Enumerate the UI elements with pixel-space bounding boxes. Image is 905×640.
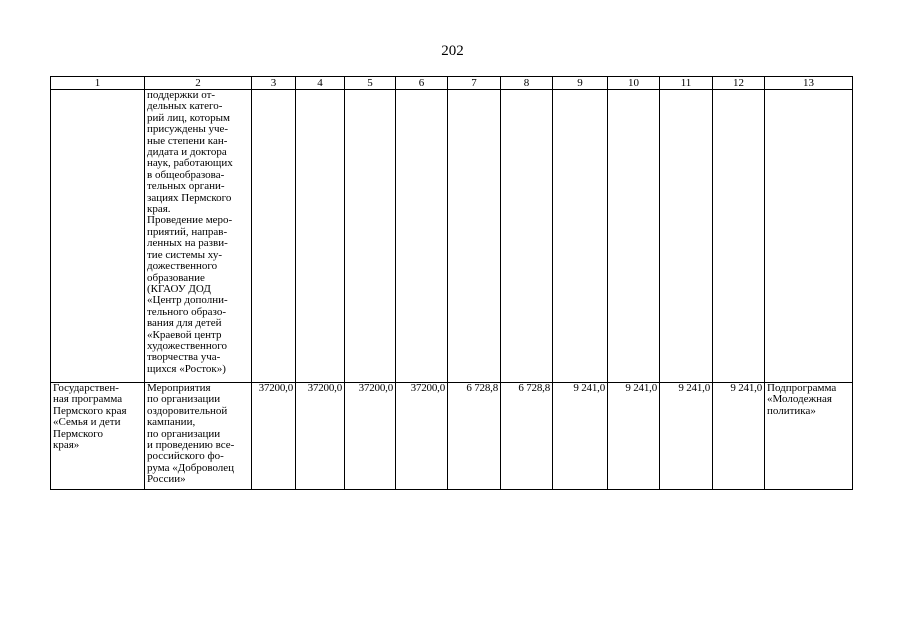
value-cell: 6 728,8 xyxy=(448,383,501,490)
program-text: Государствен- ная программа Пермского края «Семья и дети Пермского края» xyxy=(53,382,127,452)
column-number-row xyxy=(51,77,853,90)
column-header: 13 xyxy=(765,77,853,90)
column-header: 8 xyxy=(501,77,553,90)
column-header: 5 xyxy=(345,77,396,90)
value-cell: 37200,0 xyxy=(345,383,396,490)
column-header: 2 xyxy=(145,77,252,90)
column-header: 6 xyxy=(396,77,448,90)
value-cell xyxy=(296,90,345,383)
column-header: 9 xyxy=(553,77,608,90)
column-header: 11 xyxy=(660,77,713,90)
measure-cell xyxy=(145,90,252,383)
value-cell: 37200,0 xyxy=(396,383,448,490)
value-cell: 9 241,0 xyxy=(608,383,660,490)
column-header: 7 xyxy=(448,77,501,90)
value-cell: 37200,0 xyxy=(296,383,345,490)
column-header: 12 xyxy=(713,77,765,90)
table-row xyxy=(51,383,853,490)
value-cell xyxy=(553,90,608,383)
value-cell: 9 241,0 xyxy=(553,383,608,490)
value-cell: 37200,0 xyxy=(252,383,296,490)
value-cell xyxy=(396,90,448,383)
program-cell xyxy=(51,383,145,490)
measure-text: Мероприятия по организации оздоровительной кампании, по организации и проведению все- российского фо- рума «Доброволец России» xyxy=(147,382,235,486)
column-header: 4 xyxy=(296,77,345,90)
subprogram-text: Подпрограмма «Молодежная политика» xyxy=(767,382,837,417)
value-cell: 6 728,8 xyxy=(501,383,553,490)
subprogram-cell xyxy=(765,383,853,490)
column-header: 10 xyxy=(608,77,660,90)
data-table xyxy=(50,76,853,490)
value-cell: 9 241,0 xyxy=(660,383,713,490)
program-cell xyxy=(51,90,145,383)
value-cell xyxy=(501,90,553,383)
value-cell xyxy=(660,90,713,383)
page-number: 202 xyxy=(441,43,464,59)
subprogram-cell xyxy=(765,90,853,383)
value-cell xyxy=(448,90,501,383)
value-cell xyxy=(713,90,765,383)
measure-text: поддержки от- дельных катего- рий лиц, которым присуждены уче- ные степени кан- дидата и доктора наук, работающих в общеобразова- тельных органи- зациях Пермского края. Проведение меро- приятий, направ- ленных на разви- тие системы ху- дожественного образование (КГАОУ ДОД «Центр дополни- тельного образо- вания для детей «Краевой центр художественного творчества уча- щихся «Росток») xyxy=(147,89,233,375)
value-cell xyxy=(252,90,296,383)
value-cell xyxy=(345,90,396,383)
table-row xyxy=(51,90,853,383)
measure-cell xyxy=(145,383,252,490)
value-cell xyxy=(608,90,660,383)
value-cell: 9 241,0 xyxy=(713,383,765,490)
column-header: 3 xyxy=(252,77,296,90)
column-header: 1 xyxy=(51,77,145,90)
